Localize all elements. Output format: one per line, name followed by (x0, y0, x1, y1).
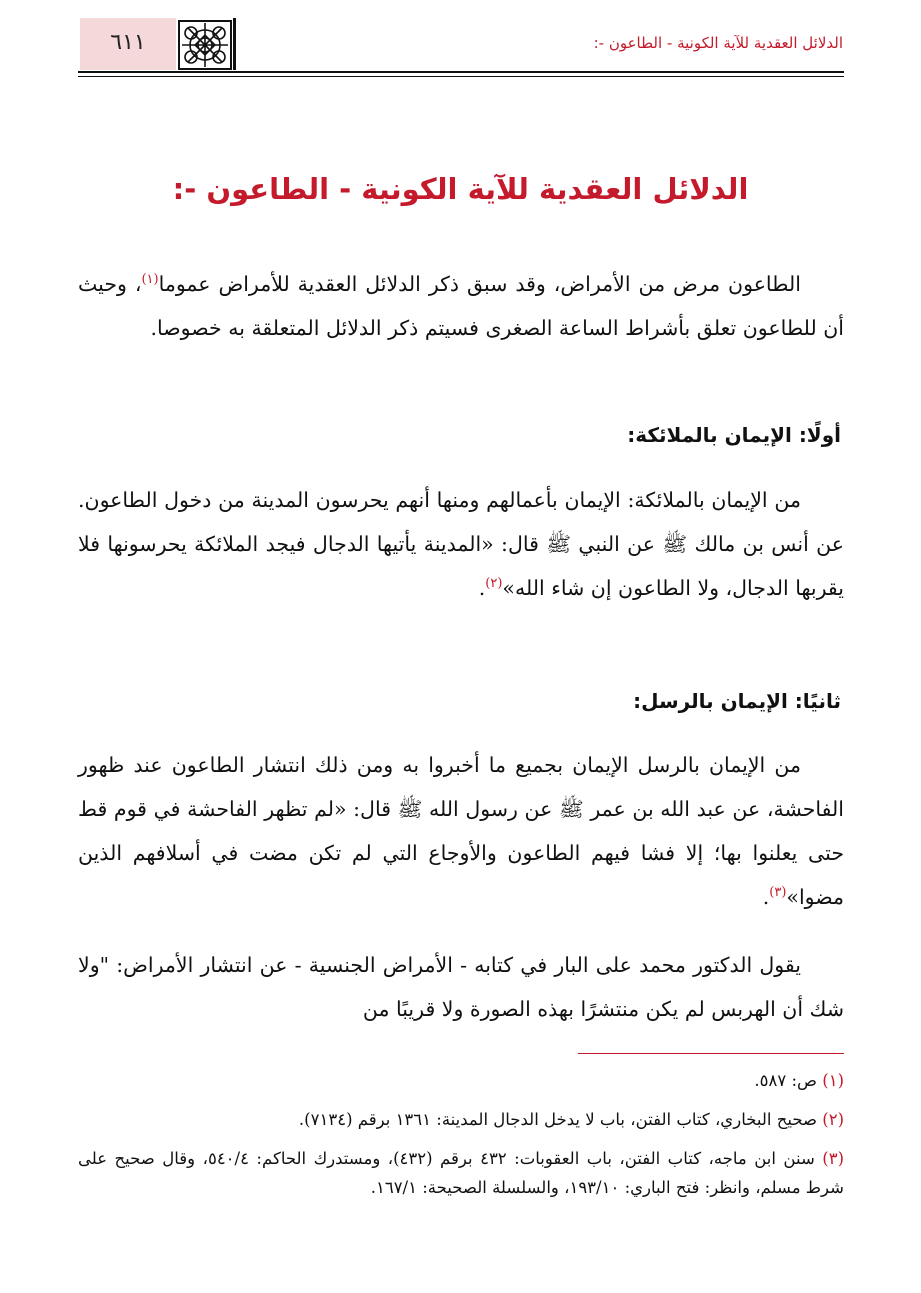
footnote-marker: (٢) (822, 1110, 844, 1129)
intro-paragraph (78, 262, 844, 350)
section-messengers-text-end: . (762, 885, 770, 909)
intro-text-end: ، وحيث أن للطاعون تعلق بأشراط الساعة الصغرى فسيتم ذكر الدلائل المتعلقة به خصوصا. (78, 272, 844, 340)
footnote-ref-2: (٢) (485, 576, 503, 592)
section-messengers-text: من الإيمان بالرسل الإيمان بجميع ما أخبروا به ومن ذلك انتشار الطاعون عند ظهور الفاحشة، عن عبد الله بن عمر ﷺ عن رسول الله ﷺ قال: «لم تظهر الفاحشة في قوم قط حتى يعلنوا بها؛ إلا فشا فيهم الطاعون والأوجاع التي لم تكن مضت في أسلافهم الذين مضوا» (78, 753, 844, 909)
footnote-ref-3: (٣) (769, 885, 787, 901)
quote-text: يقول الدكتور محمد على البار في كتابه - الأمراض الجنسية - عن انتشار الأمراض: "ولا شك أن الهربس لم يكن منتشرًا بهذه الصورة ولا قريبًا من (78, 953, 844, 1021)
footnote-marker: (٣) (822, 1149, 844, 1168)
footnote-3 (78, 1144, 844, 1202)
section-angels-text-end: . (478, 576, 486, 600)
footnote-text: صحيح البخاري، كتاب الفتن، باب لا يدخل الدجال المدينة: ١٣٦١ برقم (٧١٣٤). (298, 1110, 817, 1129)
section-messengers-paragraph (78, 743, 844, 919)
section-angels-text: من الإيمان بالملائكة: الإيمان بأعمالهم ومنها أنهم يحرسون المدينة من دخول الطاعون. عن أنس بن مالك ﷺ عن النبي ﷺ قال: «المدينة يأتيها الدجال فيجد الملائكة يحرسونها فلا يقربها الدجال، ولا الطاعون إن شاء الله» (78, 488, 844, 600)
footnote-2 (78, 1105, 844, 1134)
footnote-1 (78, 1066, 844, 1095)
header-rule (78, 71, 844, 73)
running-title: الدلائل العقدية للآية الكونية - الطاعون -: (593, 34, 843, 52)
header-bar (233, 18, 236, 70)
intro-text: الطاعون مرض من الأمراض، وقد سبق ذكر الدلائل العقدية للأمراض عموما (158, 272, 801, 296)
section-angels-paragraph (78, 478, 844, 610)
footnote-ref-1: (١) (141, 272, 159, 288)
section-heading-messengers: ثانيًا: الإيمان بالرسل: (633, 689, 841, 713)
footnote-separator (578, 1053, 844, 1054)
page-title: الدلائل العقدية للآية الكونية - الطاعون -: (172, 172, 749, 206)
header-rule-thin (78, 76, 844, 77)
ornament-icon (178, 20, 232, 70)
quote-paragraph (78, 943, 844, 1031)
footnote-marker: (١) (822, 1071, 844, 1090)
page-number: ٦١١ (110, 30, 146, 55)
footnote-text: سنن ابن ماجه، كتاب الفتن، باب العقوبات: ٤٣٢ برقم (٤٣٢)، ومستدرك الحاكم: ٥٤٠/٤، وقال صحيح على شرط مسلم، وانظر: فتح الباري: ١٩٣/١٠، والسلسلة الصحيحة: ١٦٧/١. (78, 1149, 844, 1197)
section-heading-angels: أولًا: الإيمان بالملائكة: (627, 423, 841, 447)
footnote-text: ص: ٥٨٧. (754, 1071, 817, 1090)
